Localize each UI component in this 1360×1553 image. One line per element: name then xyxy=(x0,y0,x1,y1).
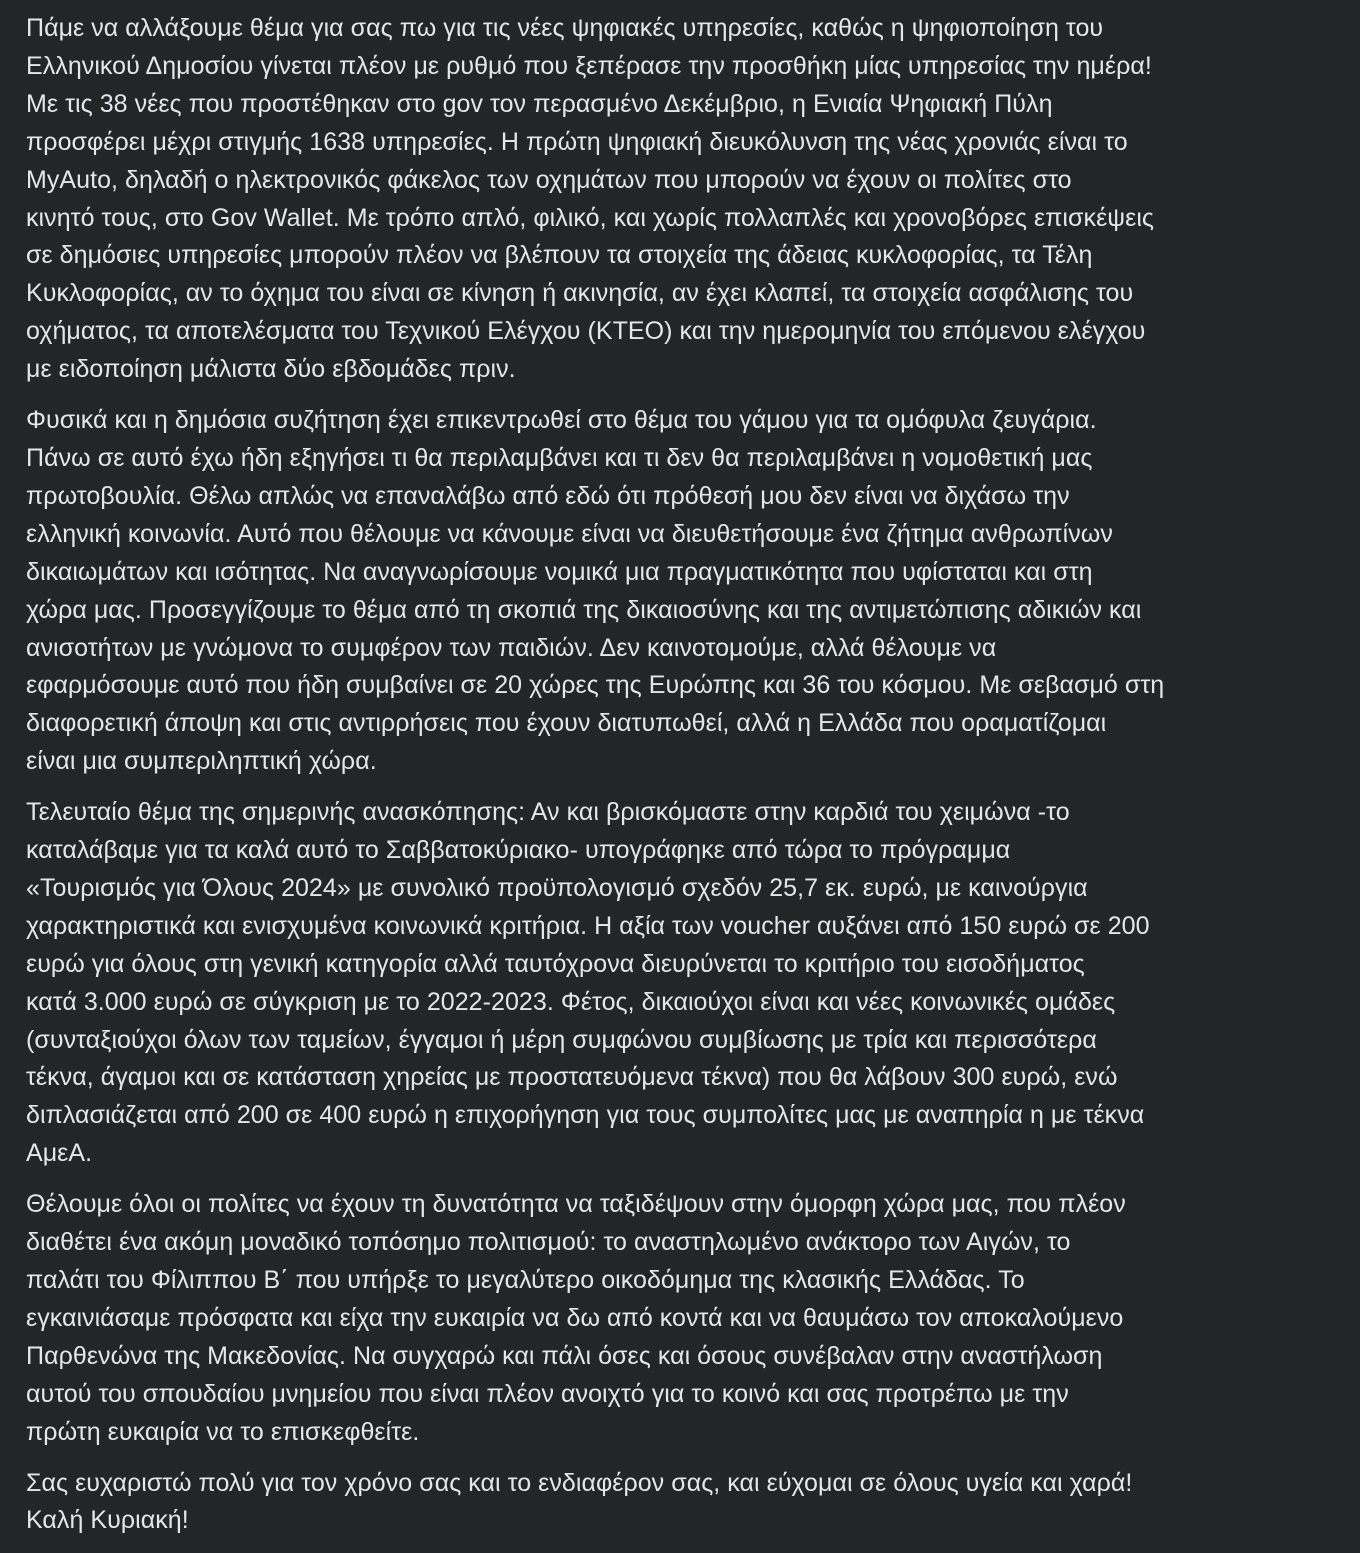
post-text-line: διαφορετική άποψη και στις αντιρρήσεις που έχουν διατυπωθεί, αλλά η Ελλάδα που οραματίζομαι xyxy=(26,709,1107,738)
post-body xyxy=(26,10,1346,1553)
post-text-line: προσφέρει μέχρι στιγμής 1638 υπηρεσίες. Η πρώτη ψηφιακή διευκόλυνση της νέας χρονιάς είναι το xyxy=(26,127,1128,156)
post-text-line: καταλάβαμε για τα καλά αυτό το Σαββατοκύριακο- υπογράφηκε από τώρα το πρόγραμμα xyxy=(26,836,1011,865)
post-text-line: Σας ευχαριστώ πολύ για τον χρόνο σας και το ενδιαφέρον σας, και εύχομαι σε όλους υγεία και χαρά! xyxy=(26,1468,1133,1497)
post-text-line: Πάμε να αλλάξουμε θέμα για σας πω για τις νέες ψηφιακές υπηρεσίες, καθώς η ψηφιοποίηση του xyxy=(26,14,1104,42)
post-text-line: ανισοτήτων με γνώμονα το συμφέρον των παιδιών. Δεν καινοτομούμε, αλλά θέλουμε να xyxy=(26,633,997,662)
post-text-line: (συνταξιούχοι όλων των ταμείων, έγγαμοι ή μέρη συμφώνου συμβίωσης με τρία και περισσότερα xyxy=(26,1025,1097,1054)
post-text-line: πρωτοβουλία. Θέλω απλώς να επαναλάβω από εδώ ότι πρόθεσή μου δεν είναι να διχάσω την xyxy=(26,481,1070,510)
post-text-line: κατά 3.000 ευρώ σε σύγκριση με το 2022-2023. Φέτος, δικαιούχοι είναι και νέες κοινωνικές ομάδες xyxy=(26,987,1116,1016)
post-text-line: χώρα μας. Προσεγγίζουμε το θέμα από τη σκοπιά της δικαιοσύνης και της αντιμετώπισης αδικιών και xyxy=(26,595,1142,624)
post-paragraph xyxy=(26,402,1346,781)
post-text-line: είναι μια συμπεριληπτική χώρα. xyxy=(26,747,377,776)
post-text-line: αυτού του σπουδαίου μνημείου που είναι πλέον ανοιχτό για το κοινό και σας προτρέπω με την xyxy=(26,1379,1069,1408)
post-text-line: MyAuto, δηλαδή ο ηλεκτρονικός φάκελος των οχημάτων που μπορούν να έχουν οι πολίτες στο xyxy=(26,165,1072,194)
post-paragraph xyxy=(26,1465,1346,1541)
post-text-line: σε δημόσιες υπηρεσίες μπορούν πλέον να βλέπουν τα στοιχεία της άδειας κυκλοφορίας, τα Τέλη xyxy=(26,241,1093,270)
post-text-line: «Τουρισμός για Όλους 2024» με συνολικό προϋπολογισμό σχεδόν 25,7 εκ. ευρώ, με καινούργια xyxy=(26,873,1088,902)
post-paragraph xyxy=(26,794,1346,1173)
post-text-line: ελληνική κοινωνία. Αυτό που θέλουμε να κάνουμε είναι να διευθετήσουμε ένα ζήτημα ανθρωπίνων xyxy=(26,519,1113,548)
post-text-line: εφαρμόσουμε αυτό που ήδη συμβαίνει σε 20 χώρες της Ευρώπης και 36 του κόσμου. Με σεβασμό στη xyxy=(26,671,1165,700)
post-text-line: Πάνω σε αυτό έχω ήδη εξηγήσει τι θα περιλαμβάνει και τι δεν θα περιλαμβάνει η νομοθετική μας xyxy=(26,443,1093,472)
post-text-line: εγκαινιάσαμε πρόσφατα και είχα την ευκαιρία να δω από κοντά και να θαυμάσω τον αποκαλούμενο xyxy=(26,1303,1124,1332)
post-text-line: Φυσικά και η δημόσια συζήτηση έχει επικεντρωθεί στο θέμα του γάμου για τα ομόφυλα ζευγάρια. xyxy=(26,406,1097,435)
post-paragraph xyxy=(26,10,1346,389)
post-text-line: χαρακτηριστικά και ενισχυμένα κοινωνικά κριτήρια. Η αξία των voucher αυξάνει από 150 ευρώ σε 200 xyxy=(26,911,1150,940)
post-text-line: ευρώ για όλους στη γενική κατηγορία αλλά ταυτόχρονα διευρύνεται το κριτήριο του εισοδήματος xyxy=(26,949,1085,978)
post-paragraph xyxy=(26,1186,1346,1451)
post-text-line: Με τις 38 νέες που προστέθηκαν στο gov τον περασμένο Δεκέμβριο, η Ενιαία Ψηφιακή Πύλη xyxy=(26,89,1053,118)
post-text-line: Τελευταίο θέμα της σημερινής ανασκόπησης: Αν και βρισκόμαστε στην καρδιά του χειμώνα -το xyxy=(26,798,1070,827)
post-text-line: Θέλουμε όλοι οι πολίτες να έχουν τη δυνατότητα να ταξιδέψουν στην όμορφη χώρα μας, που πλέον xyxy=(26,1190,1126,1219)
post-text-line: πρώτη ευκαιρία να το επισκεφθείτε. xyxy=(26,1417,420,1446)
post-text-line: δικαιωμάτων και ισότητας. Να αναγνωρίσουμε νομικά μια πραγματικότητα που υφίσταται και στη xyxy=(26,557,1093,586)
post-text-line: με ειδοποίηση μάλιστα δύο εβδομάδες πριν. xyxy=(26,355,516,384)
post-text-line: διπλασιάζεται από 200 σε 400 ευρώ η επιχορήγηση για τους συμπολίτες μας με αναπηρία η με τέκνα xyxy=(26,1101,1145,1130)
post-text-line: κινητό τους, στο Gov Wallet. Με τρόπο απλό, φιλικό, και χωρίς πολλαπλές και χρονοβόρες επισκέψεις xyxy=(26,203,1155,232)
post-text-line: ΑμεΑ. xyxy=(26,1139,93,1168)
post-text-line: παλάτι του Φίλιππου Β΄ που υπήρξε το μεγαλύτερο οικοδόμημα της κλασικής Ελλάδας. Το xyxy=(26,1266,1025,1294)
post-text-line: τέκνα, άγαμοι και σε κατάσταση χηρείας με προστατευόμενα τέκνα) που θα λάβουν 300 ευρώ, ενώ xyxy=(26,1063,1118,1092)
post-text-line: οχήματος, τα αποτελέσματα του Τεχνικού Ελέγχου (ΚΤΕΟ) και την ημερομηνία του επόμενου ελέγχου xyxy=(26,317,1146,346)
post-text-line: Παρθενώνα της Μακεδονίας. Να συγχαρώ και πάλι όσες και όσους συνέβαλαν στην αναστήλωση xyxy=(26,1341,1103,1370)
post-text-line: Ελληνικού Δημοσίου γίνεται πλέον με ρυθμό που ξεπέρασε την προσθήκη μίας υπηρεσίας την ημέρα! xyxy=(26,51,1152,80)
post-text-line: διαθέτει ένα ακόμη μοναδικό τοπόσημο πολιτισμού: το αναστηλωμένο ανάκτορο των Αιγών, το xyxy=(26,1228,1071,1257)
post-text-line: Κυκλοφορίας, αν το όχημα του είναι σε κίνηση ή ακινησία, αν έχει κλαπεί, τα στοιχεία ασφάλισης του xyxy=(26,279,1134,308)
post-text-line: Καλή Κυριακή! xyxy=(26,1506,189,1535)
